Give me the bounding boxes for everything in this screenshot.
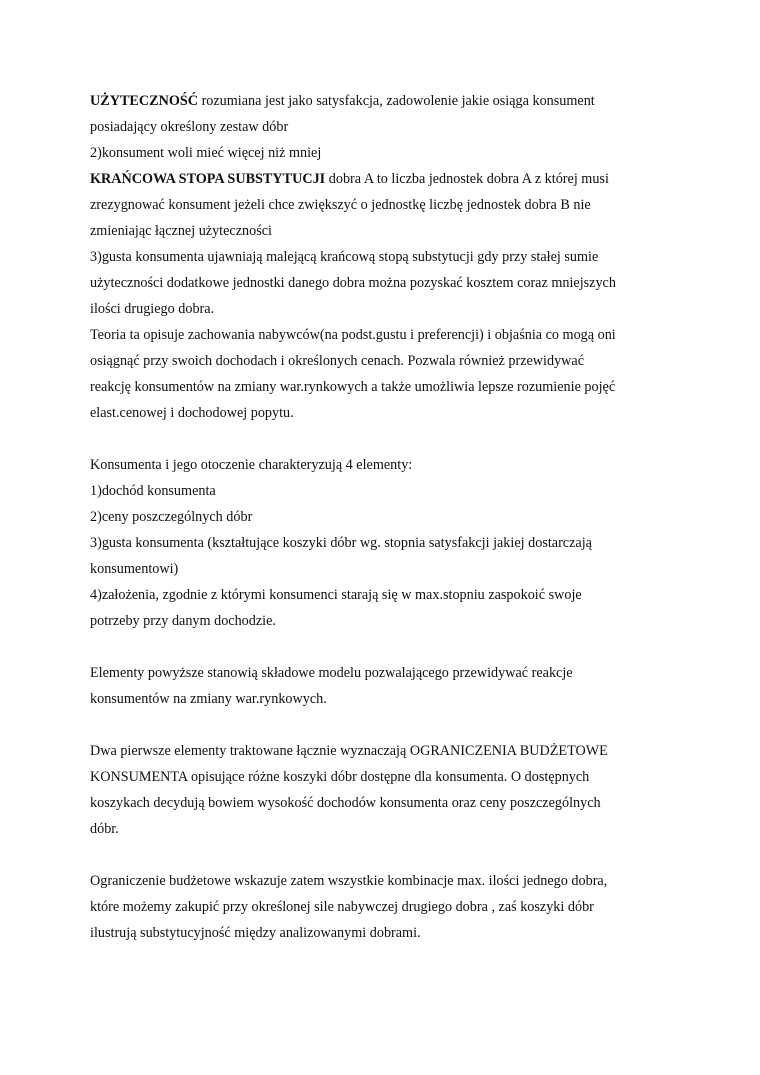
paragraph-model-line-1: Elementy powyższe stanowią składowe modelu pozwalającego przewidywać reakcje (90, 665, 573, 681)
paragraph-budget-constraint-line-2: KONSUMENTA opisujące różne koszyki dóbr dostępne dla konsumenta. O dostępnych (90, 769, 590, 785)
paragraph-more-is-better: 2)konsument woli mieć więcej niż mniej (90, 145, 322, 161)
paragraph-combinations-line-1: Ograniczenie budżetowe wskazuje zatem wszystkie kombinacje max. ilości jednego dobra, (90, 873, 608, 889)
paragraph-budget-constraint-line-1: Dwa pierwsze elementy traktowane łącznie wyznaczają OGRANICZENIA BUDŻETOWE (90, 743, 608, 759)
paragraph-mrs-line-3: zmieniając łącznej użyteczności (90, 223, 272, 239)
paragraph-budget-constraint-line-4: dóbr. (90, 821, 119, 837)
paragraph-spacer (90, 712, 700, 738)
list-item-tastes-line-1: 3)gusta konsumenta (kształtujące koszyki dóbr wg. stopnia satysfakcji jakiej dostarczają (90, 535, 592, 551)
paragraph-utility-line-1 (90, 88, 700, 114)
list-item-assumptions-line-1: 4)założenia, zgodnie z którymi konsumenci starają się w max.stopniu zaspokoić swoje (90, 587, 582, 603)
term-utility: UŻYTECZNOŚĆ (90, 93, 199, 109)
paragraph-model-line-2: konsumentów na zmiany war.rynkowych. (90, 691, 327, 707)
paragraph-combinations-line-3: ilustrują substytucyjność między analizowanymi dobrami. (90, 925, 421, 941)
utility-definition-text: rozumiana jest jako satysfakcja, zadowolenie jakie osiąga konsument (198, 93, 595, 109)
paragraph-theory-line-4: elast.cenowej i dochodowej popytu. (90, 405, 294, 421)
paragraph-mrs-line-1 (90, 166, 700, 192)
list-item-assumptions-line-2: potrzeby przy danym dochodzie. (90, 613, 276, 629)
paragraph-theory-line-2: osiągnąć przy swoich dochodach i określonych cenach. Pozwala również przewidywać (90, 353, 585, 369)
paragraph-utility-line-2: posiadający określony zestaw dóbr (90, 119, 289, 135)
list-item-prices: 2)ceny poszczególnych dóbr (90, 509, 253, 525)
paragraph-budget-constraint-line-3: koszykach decydują bowiem wysokość dochodów konsumenta oraz ceny poszczególnych (90, 795, 601, 811)
paragraph-spacer (90, 634, 700, 660)
paragraph-tastes-line-2: użyteczności dodatkowe jednostki danego dobra można pozyskać kosztem coraz mniejszych (90, 275, 616, 291)
paragraph-spacer (90, 842, 700, 868)
paragraph-spacer (90, 426, 700, 452)
term-marginal-rate-of-substitution: KRAŃCOWA STOPA SUBSTYTUCJI (90, 171, 326, 187)
paragraph-four-elements-intro: Konsumenta i jego otoczenie charakteryzują 4 elementy: (90, 457, 413, 473)
document-body (90, 88, 700, 946)
paragraph-theory-line-3: reakcję konsumentów na zmiany war.rynkowych a także umożliwia lepsze rozumienie pojęć (90, 379, 616, 395)
paragraph-mrs-line-2: zrezygnować konsument jeżeli chce zwiększyć o jednostkę liczbę jednostek dobra B nie (90, 197, 591, 213)
mrs-definition-text: dobra A to liczba jednostek dobra A z której musi (325, 171, 609, 187)
list-item-income: 1)dochód konsumenta (90, 483, 216, 499)
paragraph-combinations-line-2: które możemy zakupić przy określonej sile nabywczej drugiego dobra , zaś koszyki dóbr (90, 899, 594, 915)
paragraph-tastes-line-1: 3)gusta konsumenta ujawniają malejącą krańcową stopą substytucji gdy przy stałej sumie (90, 249, 599, 265)
paragraph-theory-line-1: Teoria ta opisuje zachowania nabywców(na podst.gustu i preferencji) i objaśnia co mogą oni (90, 327, 616, 343)
list-item-tastes-line-2: konsumentowi) (90, 561, 179, 577)
paragraph-tastes-line-3: ilości drugiego dobra. (90, 301, 215, 317)
